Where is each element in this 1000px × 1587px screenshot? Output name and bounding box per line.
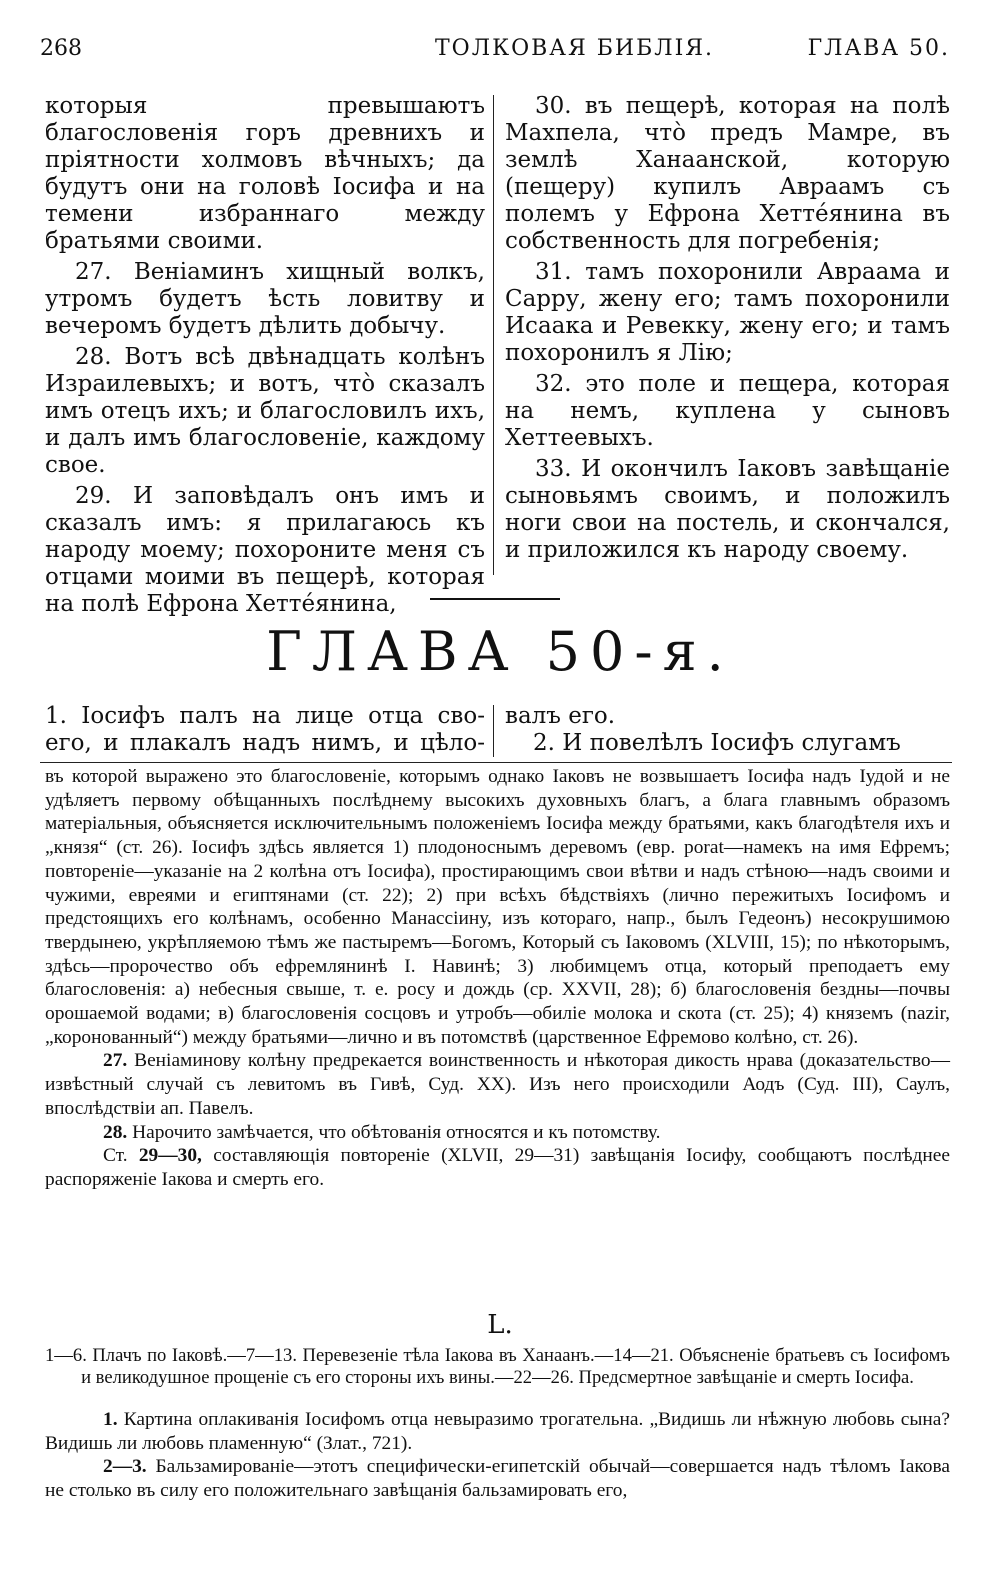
text-line: его, и плакалъ надъ нимъ, и цѣло- bbox=[45, 730, 485, 756]
commentary-block bbox=[45, 765, 950, 1192]
verse-number: 28. bbox=[103, 1121, 128, 1143]
running-chapter: ГЛАВА 50. bbox=[807, 36, 950, 61]
commentary-paragraph: 1. Картина оплакиванія Іосифомъ отца невыразимо трогательна. „Видишь ли нѣжную любовь сына? Видишь ли любовь пламенную“ (Злат., 721). bbox=[45, 1409, 950, 1454]
verse-paragraph: 30. въ пещерѣ, которая на полѣ Махпела, что̀ предъ Мамре, въ землѣ Ханаанской, которую (пещеру) купилъ Авраамъ съ полемъ у Ефрона Хеттéянина въ собственность для погребенія; bbox=[505, 93, 950, 254]
verse-number: 29—30, bbox=[138, 1145, 202, 1167]
commentary-paragraph: 27. Веніаминову колѣну предрекается воинственность и нѣкоторая дикость нрава (доказательство—извѣстный случай съ левитомъ въ Гивѣ, Суд. XX). Изъ него происходили Аодъ (Суд. III), Саулъ, впослѣдствіи ап. Павелъ. bbox=[45, 1050, 950, 1119]
verse-paragraph: которыя превышаютъ благословенія горъ древнихъ и пріятности холмовъ вѣчныхъ; да будутъ они на головѣ Іосифа и на темени избраннаго между братьями своими. bbox=[45, 93, 485, 254]
verse-paragraph: 31. тамъ похоронили Авраама и Сарру, жену его; тамъ похоронили Исаака и Ревекку, жену его; и тамъ похоронилъ я Лію; bbox=[505, 259, 950, 366]
commentary-block-2 bbox=[45, 1408, 950, 1502]
verse-paragraph: 32. это поле и пещера, которая на немъ, куплена у сыновъ Хеттеевыхъ. bbox=[505, 371, 950, 451]
commentary-divider bbox=[40, 762, 952, 763]
verse-paragraph: 29. И заповѣдалъ онъ имъ и сказалъ имъ: я прилагаюсь къ народу моему; похороните меня съ отцами моими въ пещерѣ, которая на полѣ Ефрона Хеттéянина, bbox=[45, 483, 485, 617]
column-divider bbox=[493, 95, 494, 575]
section-mark: L. bbox=[487, 1310, 513, 1340]
chapter-title: ГЛАВА 50-я. bbox=[266, 620, 734, 683]
verse-number: 1. bbox=[103, 1409, 118, 1430]
chapter-text-left bbox=[45, 703, 485, 757]
verse-paragraph: 27. Веніаминъ хищный волкъ, утромъ будетъ ѣсть ловитву и вечеромъ будетъ дѣлить добычу. bbox=[45, 259, 485, 339]
verse-number: 27. bbox=[103, 1050, 128, 1072]
verse-number: 2—3. bbox=[103, 1456, 147, 1477]
running-title: ТОЛКОВАЯ БИБЛІЯ. bbox=[435, 36, 715, 61]
chapter-summary: 1—6. Плачъ по Іаковѣ.—7—13. Перевезеніе тѣла Іакова въ Ханаанъ.—14—21. Объясненіе братьевъ съ Іосифомъ и великодушное прощеніе съ его стороны ихъ вины.—22—26. Предсмертное завѣщаніе и смерть Іосифа. bbox=[45, 1345, 950, 1388]
chapter-text-right bbox=[505, 703, 950, 757]
column-divider bbox=[493, 705, 494, 757]
page-header bbox=[40, 36, 950, 76]
chapter-separator-rule bbox=[430, 598, 560, 600]
scripture-column-right bbox=[505, 93, 950, 564]
commentary-paragraph: 28. Нарочито замѣчается, что обѣтованія относятся и къ потомству. bbox=[103, 1121, 661, 1143]
text-line: 2. И повелѣлъ Іосифъ слугамъ bbox=[533, 730, 901, 756]
verse-paragraph: 33. И окончилъ Іаковъ завѣщаніе сыновьямъ своимъ, и положилъ ноги свои на постель, и скончался, и приложился къ народу своему. bbox=[505, 456, 950, 563]
commentary-paragraph: въ которой выражено это благословеніе, которымъ однако Іаковъ не возвышаетъ Іосифа надъ Іудой и не удѣляетъ первому обѣщанныхъ послѣднему высокихъ духовныхъ благъ, а блага главнымъ образомъ матеріальныя, объясняется исключительнымъ положеніемъ Іосифа между братьями, какъ благодѣтеля ихъ и „князя“ (ст. 26). Іосифъ здѣсь является 1) плодоноснымъ деревомъ (евр. porat—намекъ на имя Ефремъ; повтореніе—указаніе на 2 колѣна отъ Іосифа), простирающимъ свои вѣтви и надъ стѣною—надъ своими и чужими, евреями и египтянами (ст. 22); 2) при всѣхъ бѣдствіяхъ (лично пережитыхъ Іосифомъ и предстоящихъ его колѣнамъ, особенно Манассіину, изъ котораго, напр., былъ Гедеонъ) несокрушимою твердынею, укрѣпляемою тѣмъ же пастыремъ—Богомъ, Который съ Іаковомъ (XLVIII, 15); по нѣкоторымъ, здѣсь—пророчество объ ефремлянинѣ І. Навинѣ; 3) любимцемъ отца, который преподаетъ ему благословенія: а) небесныя свыше, т. е. росу и дождь (ср. XXVII, 28); б) благословенія бездны—почвы орошаемой водами; в) благословенія сосцовъ и утробъ—обиліе молока и скота (ст. 25); 4) княземъ (nazir, „коронованный“) между братьями—лично и въ потомствѣ (царственное Ефремово колѣно, ст. 26). bbox=[45, 766, 950, 1048]
text-line: валъ его. bbox=[505, 703, 616, 729]
text-line: 1. Іосифъ палъ на лице отца сво- bbox=[45, 703, 485, 729]
commentary-paragraph: 2—3. Бальзамированіе—этотъ специфически-египетскій обычай—совершается надъ тѣломъ Іакова не столько въ силу его положительнаго завѣщанія бальзамировать его, bbox=[45, 1456, 950, 1501]
verse-paragraph: 28. Вотъ всѣ двѣнадцать колѣнъ Израилевыхъ; и вотъ, что̀ сказалъ имъ отецъ ихъ; и благословилъ ихъ, и далъ имъ благословеніе, каждому свое. bbox=[45, 344, 485, 478]
page-number: 268 bbox=[40, 36, 82, 61]
commentary-paragraph: Ст. 29—30, составляющія повтореніе (XLVII, 29—31) завѣщанія Іосифу, сообщаютъ послѣднее распоряженіе Іакова и смерть его. bbox=[45, 1145, 950, 1190]
scripture-column-left bbox=[45, 93, 485, 618]
